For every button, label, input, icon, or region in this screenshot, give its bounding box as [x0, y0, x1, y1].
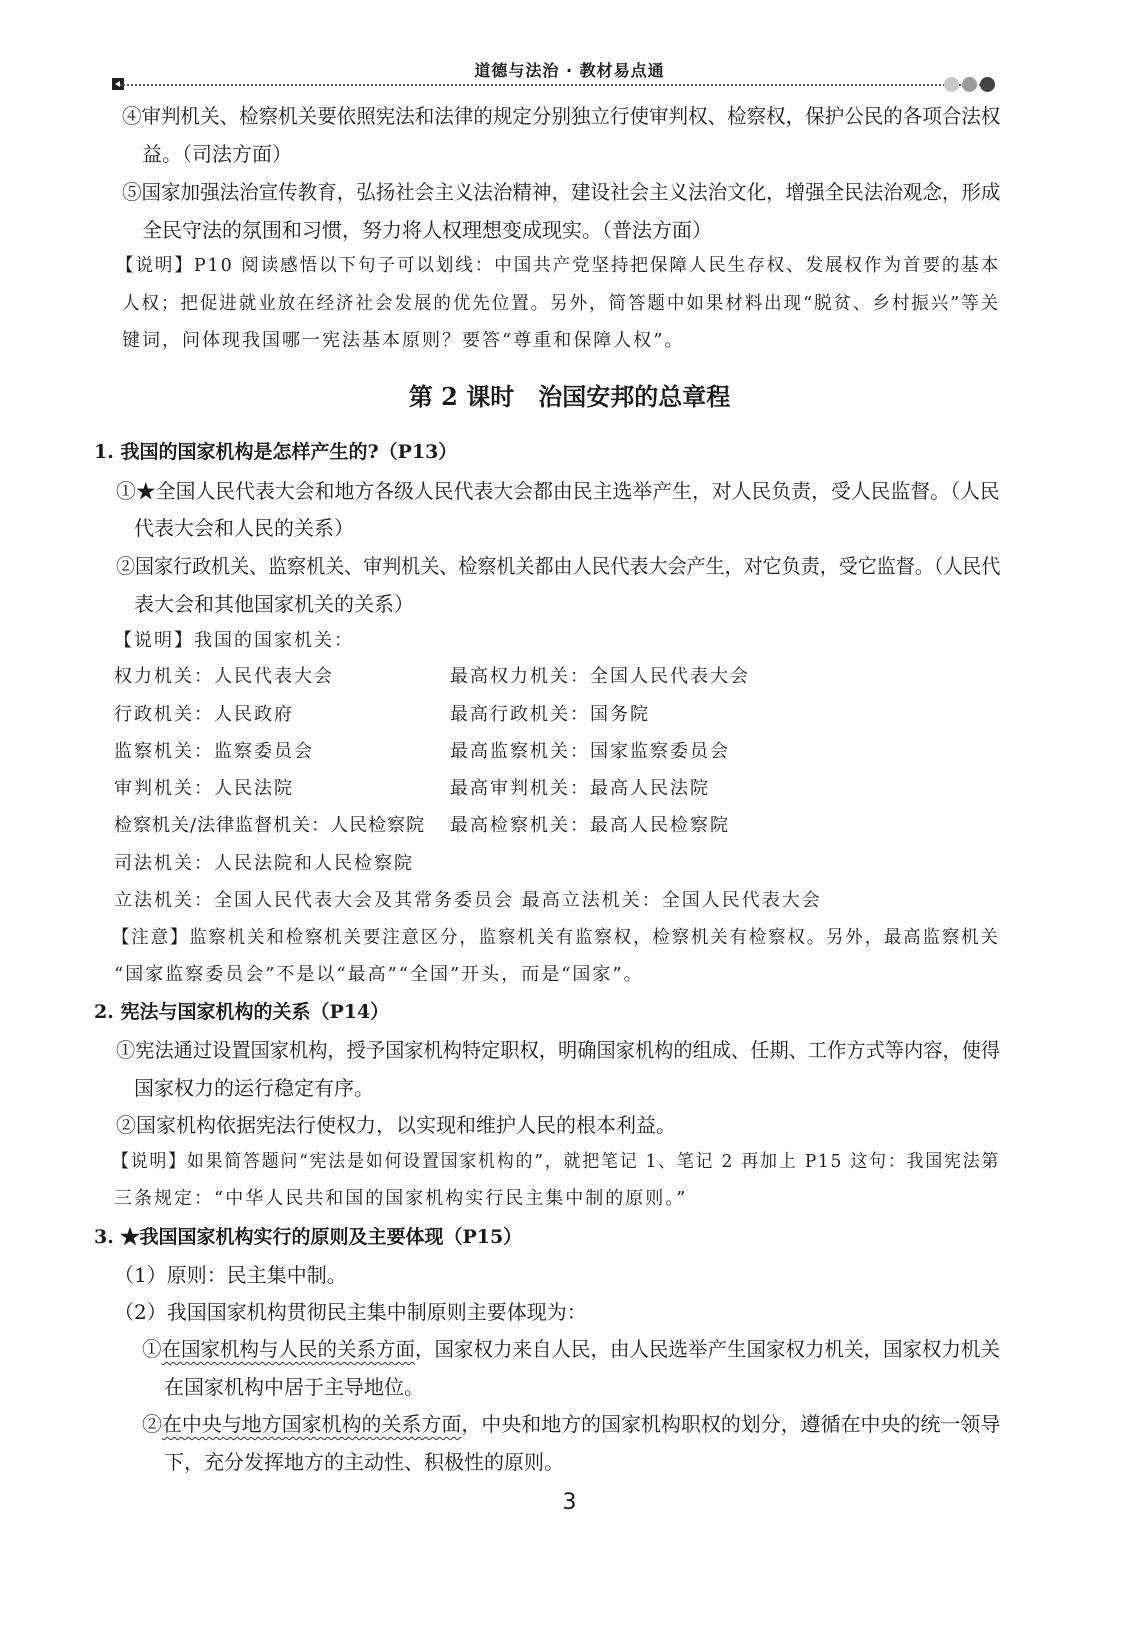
- attention-line: “国家监察委员会”不是以“最高”“全国”开头，而是“国家”。: [114, 964, 644, 985]
- legislative-line: 立法机关：全国人民代表大会及其常务委员会 最高立法机关：全国人民代表大会: [114, 890, 822, 911]
- note-line: 【说明】P10 阅读感悟以下句子可以划线：中国共产党坚持把保障人民生存权、发展权作为首要的基本: [116, 255, 1001, 276]
- note-line: 【说明】如果简答题问“宪法是如何设置国家机构的”，就把笔记 1、笔记 2 再加上 P15 这句：我国宪法第: [112, 1151, 1001, 1172]
- organ-left: 司法机关：人民法院和人民检察院: [114, 853, 414, 874]
- page-number: 3: [562, 1490, 577, 1515]
- wavy-underlined-phrase: 在国家机构与人民的关系方面: [161, 1337, 415, 1361]
- list-marker: ②: [142, 1412, 162, 1436]
- paragraph-line: 全民守法的氛围和习惯，努力将人权理想变成现实。（普法方面）: [142, 218, 712, 242]
- header-dot-icon: [962, 77, 977, 92]
- section-heading: 2. 宪法与国家机构的关系（P14）: [94, 1001, 390, 1023]
- lesson-title: 第 2 课时 治国安邦的总章程: [408, 382, 731, 411]
- paragraph-line: （1）原则：民主集中制。: [114, 1263, 347, 1287]
- organ-right: 最高权力机关：全国人民代表大会: [450, 666, 750, 687]
- header-dotted-rule: [120, 84, 992, 86]
- paragraph-line: ①宪法通过设置国家机构，授予国家机构特定职权，明确国家机构的组成、任期、工作方式等内容，使得: [116, 1038, 1001, 1062]
- organ-right: 最高行政机关：国务院: [450, 704, 650, 725]
- running-header-title: 道德与法治 · 教材易点通: [474, 61, 665, 80]
- paragraph-line: ②国家机构依据宪法行使权力，以实现和维护人民的根本利益。: [116, 1113, 676, 1137]
- paragraph-line: 国家权力的运行稳定有序。: [134, 1076, 374, 1100]
- note-line: 人权；把促进就业放在经济社会发展的优先位置。另外，简答题中如果材料出现“脱贫、乡村振兴”等关: [122, 293, 1001, 314]
- organ-left: 审判机关：人民法院: [114, 778, 294, 799]
- header-dot-icon: [980, 77, 995, 92]
- paragraph-line: [142, 1408, 1000, 1437]
- organ-left: 监察机关：监察委员会: [114, 741, 314, 762]
- note-line: 三条规定：“中华人民共和国的国家机构实行民主集中制的原则。”: [114, 1188, 688, 1209]
- paragraph-line: 益。（司法方面）: [142, 142, 292, 166]
- attention-line: 【注意】监察机关和检察机关要注意区分，监察机关有监察权，检察机关有检察权。另外，最高监察机关: [112, 927, 1000, 948]
- organ-left: 权力机关：人民代表大会: [114, 666, 334, 687]
- paragraph-line: 下，充分发挥地方的主动性、积极性的原则。: [164, 1450, 564, 1474]
- paragraph-text: ，国家权力来自人民，由人民选举产生国家权力机关，国家权力机关: [415, 1337, 1000, 1361]
- paragraph-line: ⑤国家加强法治宣传教育，弘扬社会主义法治精神，建设社会主义法治文化，增强全民法治观念，形成: [122, 180, 1001, 204]
- organ-left: 检察机关/法律监督机关：人民检察院: [114, 815, 426, 836]
- paragraph-line: 在国家机构中居于主导地位。: [164, 1375, 424, 1399]
- list-marker: ①: [142, 1337, 162, 1361]
- paragraph-line: （2）我国国家机构贯彻民主集中制原则主要体现为：: [114, 1300, 587, 1324]
- paragraph-line: ④审判机关、检察机关要依照宪法和法律的规定分别独立行使审判权、检察权，保护公民的各项合法权: [122, 104, 1001, 128]
- wavy-underlined-phrase: 在中央与地方国家机构的关系方面: [161, 1412, 462, 1436]
- organ-left: 行政机关：人民政府: [114, 704, 294, 725]
- section-heading: 3. ★我国国家机构实行的原则及主要体现（P15）: [94, 1226, 523, 1248]
- header-dot-icon: [944, 77, 959, 92]
- paragraph-line: [142, 1333, 1000, 1362]
- organ-right: 最高监察机关：国家监察委员会: [450, 741, 730, 762]
- paragraph-line: ①★全国人民代表大会和地方各级人民代表大会都由民主选举产生，对人民负责，受人民监督。（人民: [116, 479, 1000, 503]
- note-line: 键词，问体现我国哪一宪法基本原则？要答“尊重和保障人权”。: [122, 330, 685, 351]
- organ-right: 最高审判机关：最高人民法院: [450, 778, 710, 799]
- paragraph-line: 代表大会和人民的关系）: [134, 516, 354, 540]
- paragraph-line: 表大会和其他国家机关的关系）: [134, 592, 414, 616]
- section-heading: 1. 我国的国家机构是怎样产生的?（P13）: [94, 441, 458, 463]
- paragraph-text: ，中央和地方的国家机构职权的划分，遵循在中央的统一领导: [461, 1412, 1001, 1436]
- organ-right: 最高检察机关：最高人民检察院: [450, 815, 730, 836]
- paragraph-line: ②国家行政机关、监察机关、审判机关、检察机关都由人民代表大会产生，对它负责，受它监督。（人民代: [116, 554, 1001, 578]
- note-line: 【说明】我国的国家机关：: [114, 630, 354, 651]
